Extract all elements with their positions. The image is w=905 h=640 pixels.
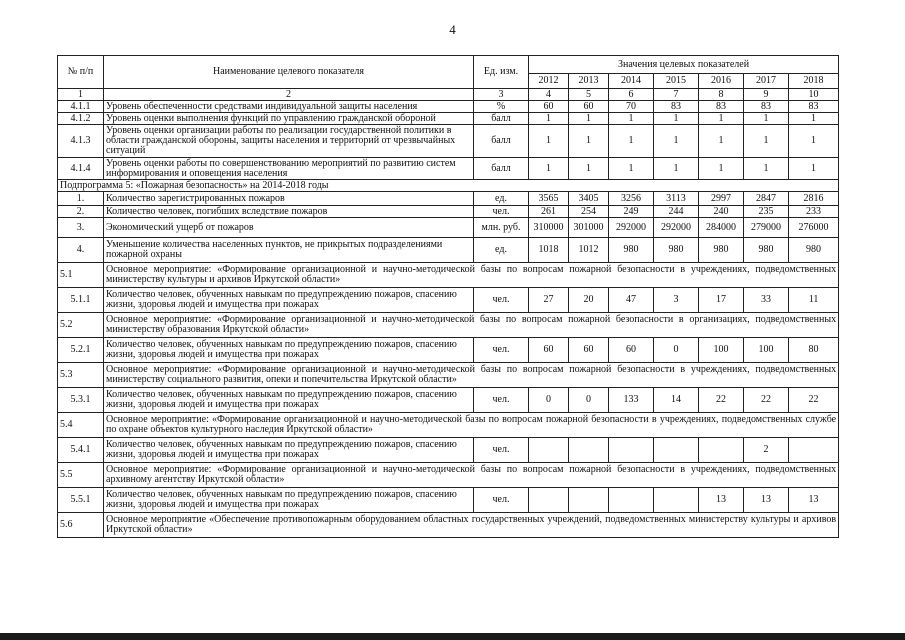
value-cell: 1018 [529, 238, 569, 263]
header-name: Наименование целевого показателя [104, 56, 474, 89]
measure-number: 5.1 [58, 263, 104, 288]
rows-a-body [58, 101, 839, 180]
value-cell: 13 [744, 488, 789, 513]
table-row [58, 113, 839, 125]
unit-cell: чел. [474, 338, 529, 363]
value-cell: 301000 [569, 218, 609, 238]
year-cell: 2012 [529, 74, 569, 89]
value-cell: 60 [569, 338, 609, 363]
value-cell: 0 [529, 388, 569, 413]
indicator-name: Количество человек, обученных навыкам по предупреждению пожаров, спасению жизни, здоровья людей и имущества при пожарах [104, 338, 474, 363]
column-number: 4 [529, 89, 569, 101]
row-number: 5.1.1 [58, 288, 104, 313]
unit-cell: балл [474, 113, 529, 125]
value-cell [609, 438, 654, 463]
year-cell: 2013 [569, 74, 609, 89]
value-cell: 83 [744, 101, 789, 113]
value-cell: 1 [609, 158, 654, 180]
value-cell [569, 488, 609, 513]
subprogram-row [58, 180, 839, 192]
indicator-name: Количество человек, обученных навыкам по предупреждению пожаров, спасению жизни, здоровья людей и имущества при пожарах [104, 488, 474, 513]
scan-bottom-edge [0, 633, 905, 640]
indicator-name: Уровень оценки организации работы по реализации государственной политики в области гражданской обороны, защиты населения и территорий от чрезвычайных ситуаций [104, 125, 474, 158]
value-cell: 310000 [529, 218, 569, 238]
row-number: 5.5.1 [58, 488, 104, 513]
year-cell: 2016 [699, 74, 744, 89]
value-cell: 1 [569, 125, 609, 158]
indicator-name: Количество человек, обученных навыкам по предупреждению пожаров, спасению жизни, здоровья людей и имущества при пожарах [104, 288, 474, 313]
value-cell: 22 [699, 388, 744, 413]
value-cell: 60 [529, 338, 569, 363]
value-cell: 11 [789, 288, 839, 313]
value-cell: 70 [609, 101, 654, 113]
measure-indicator-row [58, 388, 839, 413]
indicator-name: Уровень обеспеченности средствами индивидуальной защиты населения [104, 101, 474, 113]
indicator-name: Количество человек, обученных навыкам по предупреждению пожаров, спасению жизни, здоровья людей и имущества при пожарах [104, 438, 474, 463]
indicator-name: Количество человек, обученных навыкам по предупреждению пожаров, спасению жизни, здоровья людей и имущества при пожарах [104, 388, 474, 413]
indicator-name: Экономический ущерб от пожаров [104, 218, 474, 238]
measure-text: Основное мероприятие: «Формирование организационной и научно-методической базы по вопросам пожарной безопасности в организациях, подведомственных министерству образования Иркутской области» [104, 313, 839, 338]
value-cell: 261 [529, 206, 569, 218]
value-cell: 1 [654, 158, 699, 180]
unit-cell: чел. [474, 438, 529, 463]
measures-body [58, 263, 839, 538]
indicator-name: Количество зарегистрированных пожаров [104, 192, 474, 206]
value-cell: 233 [789, 206, 839, 218]
value-cell: 254 [569, 206, 609, 218]
measure-text: Основное мероприятие: «Формирование организационной и научно-методической базы по вопросам пожарной безопасности в учреждениях, подведомственных министерству социального развития, опеки и попечительства Иркутской области» [104, 363, 839, 388]
value-cell: 2997 [699, 192, 744, 206]
value-cell: 80 [789, 338, 839, 363]
row-number: 5.4.1 [58, 438, 104, 463]
measure-number: 5.3 [58, 363, 104, 388]
rows-b-body [58, 192, 839, 263]
column-number: 2 [104, 89, 474, 101]
unit-cell: ед. [474, 192, 529, 206]
column-number: 9 [744, 89, 789, 101]
row-number: 4.1.4 [58, 158, 104, 180]
table-row [58, 158, 839, 180]
value-cell: 1 [744, 158, 789, 180]
year-cell: 2018 [789, 74, 839, 89]
value-cell: 1 [789, 113, 839, 125]
value-cell: 60 [569, 101, 609, 113]
row-number: 5.2.1 [58, 338, 104, 363]
value-cell: 20 [569, 288, 609, 313]
table-row [58, 206, 839, 218]
measure-indicator-row [58, 438, 839, 463]
value-cell: 980 [699, 238, 744, 263]
table-row [58, 192, 839, 206]
measure-row [58, 263, 839, 288]
column-number: 10 [789, 89, 839, 101]
value-cell: 244 [654, 206, 699, 218]
unit-cell: балл [474, 125, 529, 158]
value-cell: 3405 [569, 192, 609, 206]
value-cell: 292000 [654, 218, 699, 238]
value-cell [654, 438, 699, 463]
measure-indicator-row [58, 488, 839, 513]
unit-cell: чел. [474, 206, 529, 218]
value-cell: 1 [789, 125, 839, 158]
measure-number: 5.5 [58, 463, 104, 488]
value-cell: 0 [569, 388, 609, 413]
value-cell: 14 [654, 388, 699, 413]
unit-cell: ед. [474, 238, 529, 263]
header-values: Значения целевых показателей [529, 56, 839, 74]
row-number: 5.3.1 [58, 388, 104, 413]
value-cell: 1012 [569, 238, 609, 263]
row-number: 1. [58, 192, 104, 206]
value-cell: 13 [789, 488, 839, 513]
measure-text: Основное мероприятие: «Формирование организационной и научно-методической базы по вопросам пожарной безопасности в учреждениях, подведомственных министерству культуры и архивов Иркутской области» [104, 263, 839, 288]
indicator-name: Уровень оценки работы по совершенствованию мероприятий по развитию систем информирования и оповещения населения [104, 158, 474, 180]
row-number: 4.1.3 [58, 125, 104, 158]
value-cell: 3 [654, 288, 699, 313]
table-row [58, 125, 839, 158]
row-number: 4. [58, 238, 104, 263]
value-cell [529, 488, 569, 513]
column-number: 8 [699, 89, 744, 101]
measure-text: Основное мероприятие: «Формирование организационной и научно-методической базы по вопросам пожарной безопасности в учреждениях, подведомственных архивному агентству Иркутской области» [104, 463, 839, 488]
value-cell: 980 [789, 238, 839, 263]
value-cell: 240 [699, 206, 744, 218]
unit-cell: балл [474, 158, 529, 180]
value-cell [789, 438, 839, 463]
value-cell: 33 [744, 288, 789, 313]
value-cell: 2847 [744, 192, 789, 206]
value-cell: 1 [609, 125, 654, 158]
measure-number: 5.4 [58, 413, 104, 438]
table-row [58, 101, 839, 113]
value-cell: 276000 [789, 218, 839, 238]
indicator-name: Уменьшение количества населенных пунктов, не прикрытых подразделениями пожарной охраны [104, 238, 474, 263]
row-number: 4.1.2 [58, 113, 104, 125]
measure-row [58, 313, 839, 338]
column-numbers-row [58, 89, 839, 101]
value-cell: 980 [744, 238, 789, 263]
row-number: 2. [58, 206, 104, 218]
value-cell: 1 [529, 113, 569, 125]
row-number: 3. [58, 218, 104, 238]
value-cell: 1 [529, 125, 569, 158]
measure-indicator-row [58, 288, 839, 313]
value-cell: 3256 [609, 192, 654, 206]
value-cell: 1 [789, 158, 839, 180]
column-number: 5 [569, 89, 609, 101]
table-row [58, 238, 839, 263]
measure-row [58, 463, 839, 488]
page-number: 4 [449, 22, 456, 37]
header-row [58, 56, 839, 74]
unit-cell: чел. [474, 288, 529, 313]
unit-cell: чел. [474, 488, 529, 513]
year-cell: 2017 [744, 74, 789, 89]
target-indicators-table [57, 55, 839, 538]
value-cell: 0 [654, 338, 699, 363]
value-cell: 100 [744, 338, 789, 363]
value-cell: 1 [699, 158, 744, 180]
value-cell: 83 [699, 101, 744, 113]
value-cell: 235 [744, 206, 789, 218]
value-cell: 2 [744, 438, 789, 463]
value-cell: 133 [609, 388, 654, 413]
value-cell: 22 [789, 388, 839, 413]
measure-row [58, 413, 839, 438]
value-cell: 100 [699, 338, 744, 363]
value-cell: 284000 [699, 218, 744, 238]
value-cell: 27 [529, 288, 569, 313]
unit-cell: млн. руб. [474, 218, 529, 238]
value-cell: 83 [654, 101, 699, 113]
value-cell: 980 [609, 238, 654, 263]
column-number: 1 [58, 89, 104, 101]
measure-row [58, 363, 839, 388]
measure-number: 5.6 [58, 513, 104, 538]
value-cell: 22 [744, 388, 789, 413]
measure-text: Основное мероприятие: «Формирование организационной и научно-методической базы по вопросам пожарной безопасности в учреждениях, подведомственных службе по охране объектов культурного наследия Иркутской области» [104, 413, 839, 438]
year-cell: 2014 [609, 74, 654, 89]
header-unit: Ед. изм. [474, 56, 529, 89]
value-cell [529, 438, 569, 463]
value-cell: 1 [569, 158, 609, 180]
value-cell: 1 [654, 125, 699, 158]
column-number: 6 [609, 89, 654, 101]
value-cell: 17 [699, 288, 744, 313]
value-cell: 1 [569, 113, 609, 125]
value-cell: 83 [789, 101, 839, 113]
value-cell [654, 488, 699, 513]
subprogram-title: Подпрограмма 5: «Пожарная безопасность» на 2014-2018 годы [58, 180, 839, 192]
value-cell [609, 488, 654, 513]
unit-cell: чел. [474, 388, 529, 413]
value-cell: 60 [529, 101, 569, 113]
value-cell: 2816 [789, 192, 839, 206]
value-cell: 47 [609, 288, 654, 313]
indicator-name: Количество человек, погибших вследствие пожаров [104, 206, 474, 218]
row-number: 4.1.1 [58, 101, 104, 113]
header-num: № п/п [58, 56, 104, 89]
year-cell: 2015 [654, 74, 699, 89]
value-cell: 292000 [609, 218, 654, 238]
value-cell: 980 [654, 238, 699, 263]
value-cell: 1 [654, 113, 699, 125]
value-cell: 60 [609, 338, 654, 363]
value-cell: 3113 [654, 192, 699, 206]
value-cell: 13 [699, 488, 744, 513]
value-cell: 3565 [529, 192, 569, 206]
measure-indicator-row [58, 338, 839, 363]
value-cell: 1 [699, 125, 744, 158]
column-number: 7 [654, 89, 699, 101]
unit-cell: % [474, 101, 529, 113]
measure-number: 5.2 [58, 313, 104, 338]
measure-row [58, 513, 839, 538]
value-cell [699, 438, 744, 463]
measure-text: Основное мероприятие «Обеспечение противопожарным оборудованием областных государственных учреждений, подведомственных министерству культуры и архивов Иркутской области» [104, 513, 839, 538]
value-cell: 1 [529, 158, 569, 180]
table-row [58, 218, 839, 238]
value-cell: 1 [699, 113, 744, 125]
value-cell: 249 [609, 206, 654, 218]
indicator-name: Уровень оценки выполнения функций по управлению гражданской обороной [104, 113, 474, 125]
value-cell: 279000 [744, 218, 789, 238]
column-number: 3 [474, 89, 529, 101]
value-cell: 1 [609, 113, 654, 125]
value-cell [569, 438, 609, 463]
value-cell: 1 [744, 125, 789, 158]
value-cell: 1 [744, 113, 789, 125]
